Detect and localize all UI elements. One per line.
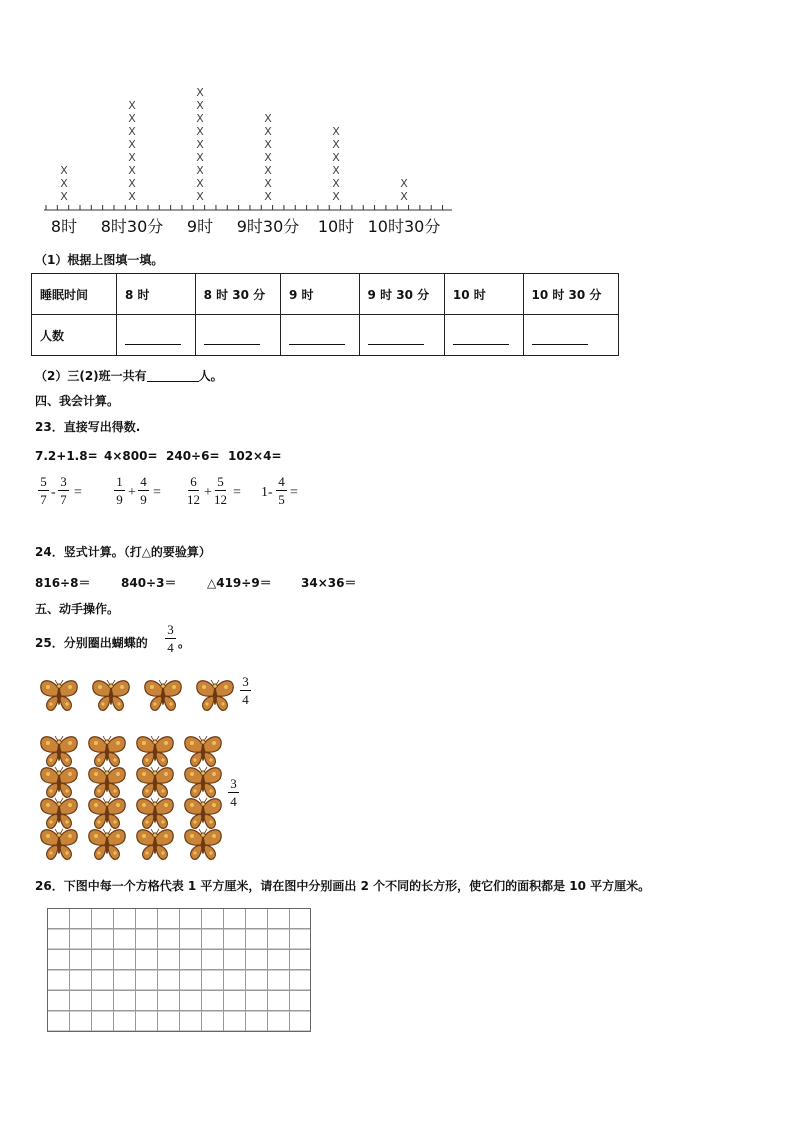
operator: - [51, 485, 56, 500]
equals: = [74, 485, 82, 500]
q23-expr: 102×4= [228, 449, 282, 463]
data-mark: X [60, 164, 68, 177]
data-mark: X [196, 125, 204, 138]
data-mark: X [128, 151, 136, 164]
data-mark: X [196, 86, 204, 99]
data-mark: X [264, 138, 272, 151]
data-mark: X [264, 151, 272, 164]
table-header-cell: 睡眠时间 [32, 274, 117, 315]
data-mark: X [196, 138, 204, 151]
fraction: 4 9 [138, 475, 149, 506]
tick-label: 9时30分 [236, 217, 300, 236]
data-mark: X [196, 190, 204, 203]
data-mark: X [264, 112, 272, 125]
data-mark: X [332, 164, 340, 177]
table-header-cell: 10 时 30 分 [523, 274, 619, 315]
butterfly-icon[interactable] [134, 826, 176, 866]
q24-title: 24．竖式计算。（打△的要验算） [35, 545, 211, 559]
q23-expr: 7.2+1.8= [35, 449, 98, 463]
data-mark: X [332, 138, 340, 151]
fraction: 3 4 [240, 675, 251, 706]
q24-item: 840÷3＝ [121, 576, 177, 590]
fraction: 3 7 [58, 475, 69, 506]
one-minus: 1- [261, 485, 273, 500]
table-header-cell: 10 时 [444, 274, 523, 315]
q24-item: 34×36＝ [301, 576, 357, 590]
fraction: 6 12 [187, 474, 200, 507]
fraction: 3 4 [228, 777, 239, 808]
data-mark: X [264, 177, 272, 190]
q25-suffix: 。 [178, 636, 191, 650]
data-mark: X [60, 177, 68, 190]
q23-expr: 4×800= [104, 449, 158, 463]
q2-text-before: （2）三(2)班一共有 [35, 369, 147, 383]
table-row [32, 315, 619, 356]
fraction: 4 5 [276, 475, 287, 506]
answer-blank[interactable] [147, 369, 199, 382]
data-mark: X [332, 151, 340, 164]
q23-title: 23．直接写出得数. [35, 420, 141, 434]
q2-line [35, 367, 223, 384]
butterfly-icon[interactable] [38, 826, 80, 866]
data-mark: X [332, 177, 340, 190]
answer-blank[interactable] [280, 315, 359, 356]
table-header-cell: 9 时 [280, 274, 359, 315]
data-mark: X [60, 190, 68, 203]
data-mark: X [128, 112, 136, 125]
data-mark: X [400, 177, 408, 190]
data-mark: X [264, 125, 272, 138]
operator: + [204, 485, 212, 500]
operator: + [128, 485, 136, 500]
data-mark: X [196, 164, 204, 177]
butterfly-icon[interactable] [182, 826, 224, 866]
answer-blank[interactable] [195, 315, 280, 356]
q2-text-after: 人。 [198, 369, 223, 383]
fraction: 5 7 [38, 475, 49, 506]
q23-expr: 240÷6= [166, 449, 220, 463]
sleep-table [31, 273, 619, 356]
q26-title: 26．下图中每一个方格代表 1 平方厘米，请在图中分别画出 2 个不同的长方形，使它们的面积都是 10 平方厘米。 [35, 879, 651, 893]
data-mark: X [264, 190, 272, 203]
data-mark: X [196, 99, 204, 112]
tick-label: 9时 [186, 217, 214, 236]
data-mark: X [128, 190, 136, 203]
tick-label: 10时 [317, 217, 355, 236]
answer-blank[interactable] [444, 315, 523, 356]
table-row-label: 人数 [32, 315, 117, 356]
data-mark: X [264, 164, 272, 177]
fraction: 1 9 [114, 475, 125, 506]
data-mark: X [332, 190, 340, 203]
tick-label: 8时30分 [100, 217, 164, 236]
section-4-heading: 四、我会计算。 [35, 394, 120, 408]
fraction: 5 12 [214, 474, 227, 507]
table-header-cell: 9 时 30 分 [359, 274, 444, 315]
data-mark: X [128, 125, 136, 138]
tick-label: 8时 [50, 217, 78, 236]
tick-label: 10时30分 [367, 217, 441, 236]
data-mark: X [400, 190, 408, 203]
data-mark: X [332, 125, 340, 138]
table-header-cell: 8 时 30 分 [195, 274, 280, 315]
equals: = [290, 485, 298, 500]
fraction: 3 4 [165, 623, 176, 654]
data-mark: X [196, 112, 204, 125]
equals: = [153, 485, 161, 500]
q1-label: （1）根据上图填一填。 [35, 253, 164, 267]
q25-title: 25．分别圈出蝴蝶的 [35, 636, 148, 650]
data-mark: X [128, 138, 136, 151]
section-5-heading: 五、动手操作。 [35, 602, 120, 616]
table-header-cell: 8 时 [117, 274, 196, 315]
answer-blank[interactable] [359, 315, 444, 356]
data-mark: X [128, 99, 136, 112]
equals: = [233, 485, 241, 500]
answer-blank[interactable] [117, 315, 196, 356]
butterfly-icon[interactable] [38, 677, 80, 717]
butterfly-icon[interactable] [142, 677, 184, 717]
data-mark: X [196, 177, 204, 190]
data-mark: X [196, 151, 204, 164]
data-mark: X [128, 177, 136, 190]
butterfly-icon[interactable] [90, 677, 132, 717]
square-grid[interactable] [47, 908, 311, 1032]
butterfly-icon[interactable] [194, 677, 236, 717]
answer-blank[interactable] [523, 315, 619, 356]
butterfly-icon[interactable] [86, 826, 128, 866]
data-mark: X [128, 164, 136, 177]
q24-item: 816÷8＝ [35, 576, 91, 590]
q24-item: △419÷9＝ [207, 576, 272, 590]
sleep-line-plot [30, 78, 470, 243]
table-header-row [32, 274, 619, 315]
